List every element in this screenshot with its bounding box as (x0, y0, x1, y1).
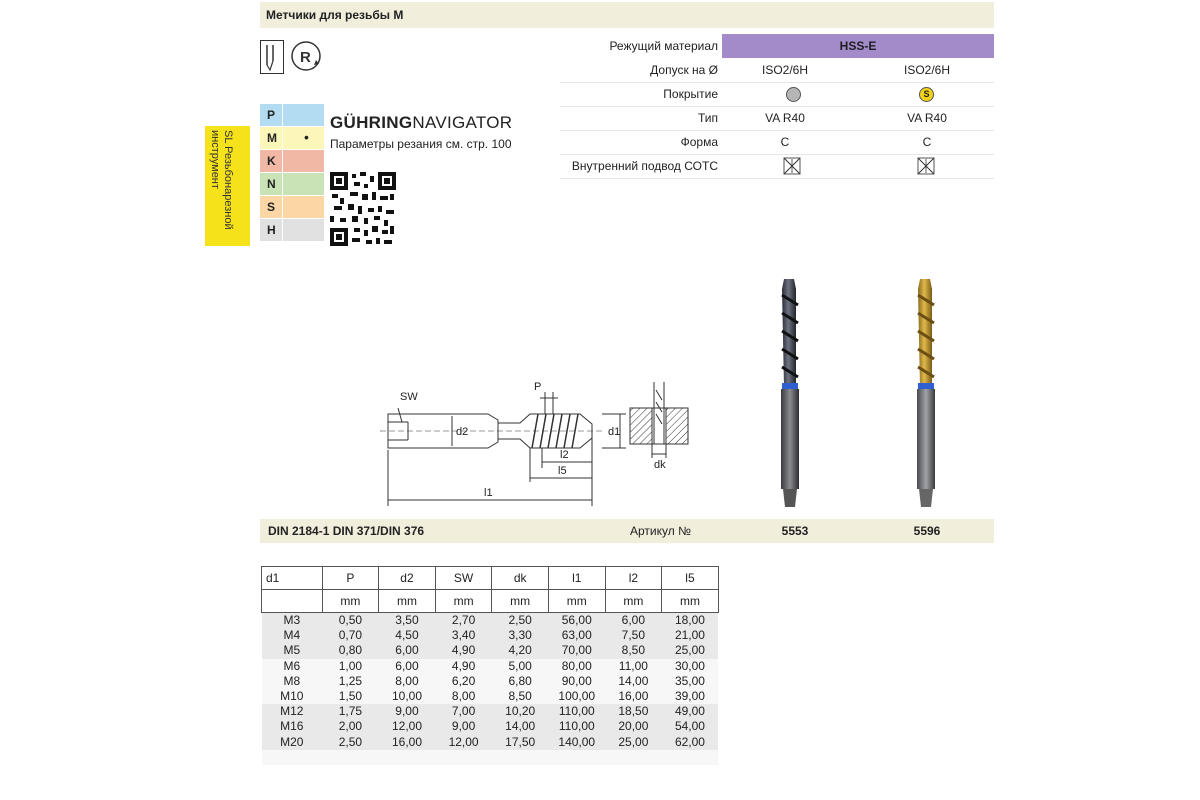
label-d2: d2 (456, 426, 469, 438)
table-row: M3 0,50 3,50 2,70 2,50 56,00 6,00 18,00 (262, 613, 719, 629)
table-units-row: mm mm mm mm mm mm mm (262, 590, 719, 613)
label-sw: SW (400, 391, 418, 403)
iso-divider (282, 104, 283, 242)
table-row (262, 750, 719, 765)
header-bar (260, 2, 994, 28)
tool-5553-image (770, 275, 810, 513)
grey-circle-icon (786, 87, 801, 102)
standard-bar (260, 519, 994, 543)
no-coolant-icon (783, 157, 801, 178)
label-dk: dk (654, 459, 666, 471)
label-l2: l2 (560, 449, 569, 461)
row-type: Тип VA R40 VA R40 (560, 106, 994, 131)
table-row: M16 2,00 12,00 9,00 14,00 110,00 20,00 54,00 (262, 719, 719, 734)
dimensions-table (261, 566, 719, 765)
label-l5: l5 (558, 465, 567, 477)
row-coolant: Внутренний подвод СОТС (560, 154, 994, 179)
iso-group-m: M • (260, 127, 324, 150)
row-form: Форма C C (560, 130, 994, 155)
tap-technical-drawing (380, 378, 700, 510)
table-row: M10 1,50 10,00 8,00 8,50 100,00 16,00 39,00 (262, 689, 719, 704)
brand-logo: GÜHRINGNAVIGATOR (330, 113, 513, 132)
iso-group-s: S (260, 196, 324, 219)
table-row: M4 0,70 4,50 3,40 3,30 63,00 7,50 21,00 (262, 628, 719, 643)
table-row: M5 0,80 6,00 4,90 4,20 70,00 8,50 25,00 (262, 643, 719, 658)
table-row: M6 1,00 6,00 4,90 5,00 80,00 11,00 30,00 (262, 659, 719, 674)
label-l1: l1 (484, 487, 493, 499)
iso-group-p: P (260, 104, 324, 127)
page-title: Метчики для резьбы M (266, 8, 404, 22)
row-coating: Покрытие S (560, 82, 994, 107)
through-hole-icon (260, 40, 284, 74)
tool-category-label: SL Резьбонарезной инструмент (205, 126, 250, 246)
right-hand-thread-icon (290, 40, 322, 72)
article-5553: 5553 (781, 524, 809, 538)
no-coolant-icon (917, 157, 935, 178)
label-p: P (534, 381, 542, 393)
table-header-row: d1 P d2 SW dk l1 l2 l5 (262, 567, 719, 590)
table-row: M8 1,25 8,00 6,20 6,80 90,00 14,00 35,00 (262, 674, 719, 689)
row-tolerance: Допуск на Ø ISO2/6H ISO2/6H (560, 58, 994, 83)
label-d1: d1 (608, 426, 621, 438)
article-label: Артикул № (630, 524, 691, 538)
table-row: M20 2,50 16,00 12,00 17,50 140,00 25,00 62,00 (262, 735, 719, 750)
cutting-params-note: Параметры резания см. стр. 100 (330, 137, 512, 151)
cutting-material-header: HSS-E (722, 34, 994, 58)
svg-text:R: R (300, 49, 311, 66)
din-standard: DIN 2184-1 DIN 371/DIN 376 (268, 524, 425, 538)
qr-code[interactable] (330, 172, 396, 251)
tool-5596-image (906, 275, 946, 513)
row-cutting-material: Режущий материал (609, 39, 718, 53)
table-row: M12 1,75 9,00 7,00 10,20 110,00 18,50 49,00 (262, 704, 719, 719)
iso-group-h: H (260, 219, 324, 242)
iso-group-n: N (260, 173, 324, 196)
article-5596: 5596 (913, 524, 941, 538)
s-coating-icon: S (919, 87, 934, 102)
iso-group-k: K (260, 150, 324, 173)
